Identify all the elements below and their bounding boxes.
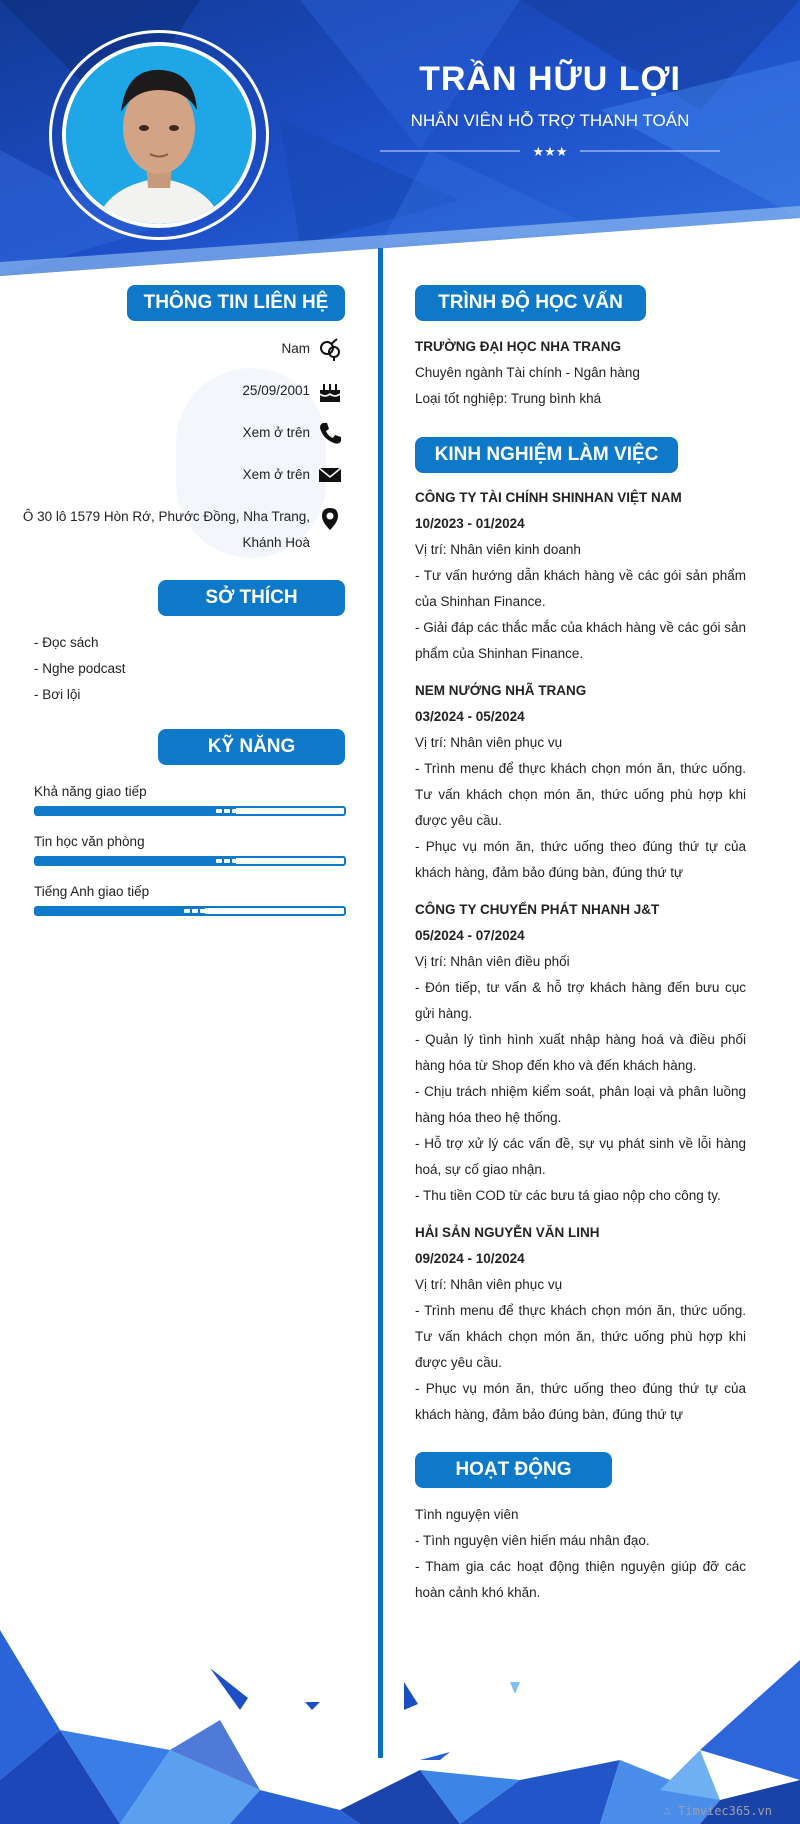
job-line: Vị trí: Nhân viên kinh doanh	[415, 542, 581, 557]
job-line: Vị trí: Nhân viên phục vụ	[415, 1277, 563, 1292]
job-line: - Phục vụ món ăn, thức uống theo đúng thứ tự của khách hàng, đảm bảo đúng bàn, đúng thứ tự	[415, 1381, 746, 1422]
skill-dot	[288, 809, 294, 813]
skill-dot	[304, 859, 310, 863]
job-line: - Tư vấn hướng dẫn khách hàng về các gói sản phẩm của Shinhan Finance.	[415, 568, 746, 609]
skill-dot	[272, 859, 278, 863]
job-period: 03/2024 - 05/2024	[415, 709, 525, 724]
job-entry	[415, 678, 746, 886]
school-name: TRƯỜNG ĐẠI HỌC NHA TRANG	[415, 339, 621, 354]
education-major: Chuyên ngành Tài chính - Ngân hàng	[415, 365, 640, 380]
skill-dot	[288, 859, 294, 863]
skill-dot	[192, 909, 198, 913]
skill-dot	[232, 809, 238, 813]
birthday-text: 25/09/2001	[242, 383, 310, 398]
job-entry	[415, 1220, 746, 1428]
skill-label: Tin học văn phòng	[34, 834, 145, 849]
skill-dot	[240, 909, 246, 913]
skill-label: Khả năng giao tiếp	[34, 784, 147, 799]
skill-bar-fill	[36, 908, 205, 914]
skill-dot	[256, 909, 262, 913]
contact-heading: THÔNG TIN LIÊN HỆ	[127, 285, 345, 321]
mail-icon	[317, 462, 343, 488]
activities-block	[415, 1502, 746, 1606]
education-grade: Loại tốt nghiệp: Trung bình khá	[415, 391, 602, 406]
skill-bar-dots	[184, 908, 344, 914]
portrait-image	[66, 46, 252, 224]
skill-dot	[336, 809, 342, 813]
address-line-1: Ô 30 lô 1579 Hòn Rớ, Phước Đồng, Nha Trang,	[22, 509, 310, 524]
email-text: Xem ở trên	[242, 467, 310, 482]
skill-dot	[240, 809, 246, 813]
skill-dot	[320, 859, 326, 863]
phone-icon	[317, 420, 343, 446]
skill-dot	[264, 909, 270, 913]
candidate-name: TRẦN HỮU LỢI	[419, 60, 681, 98]
skill-dot	[280, 809, 286, 813]
job-line: - Chịu trách nhiệm kiểm soát, phân loại và phân luồng hàng hóa theo hệ thống.	[415, 1084, 746, 1125]
experience-heading: KINH NGHIỆM LÀM VIỆC	[415, 437, 678, 473]
skill-dot	[224, 909, 230, 913]
skill-dot	[256, 859, 262, 863]
hobby-item: - Bơi lội	[34, 687, 81, 702]
job-line: - Hỗ trợ xử lý các vấn đề, sự vụ phát sinh về lỗi hàng hoá, sự cố giao nhận.	[415, 1136, 746, 1177]
skill-dot	[232, 909, 238, 913]
skill-dot	[240, 859, 246, 863]
skill-dot	[320, 909, 326, 913]
job-line: Vị trí: Nhân viên phục vụ	[415, 735, 563, 750]
skill-dot	[248, 859, 254, 863]
skill-dot	[304, 809, 310, 813]
skills-heading: KỸ NĂNG	[158, 729, 345, 765]
title-divider	[380, 144, 720, 158]
education-block	[415, 334, 746, 412]
education-heading: TRÌNH ĐỘ HỌC VẤN	[415, 285, 646, 321]
job-line: - Trình menu để thực khách chọn món ăn, thức uống. Tư vấn khách chọn món ăn, thức uống phù hợp khi được yêu cầu.	[415, 761, 746, 828]
company-name: CÔNG TY TÀI CHÍNH SHINHAN VIỆT NAM	[415, 490, 682, 505]
hobby-item: - Nghe podcast	[34, 661, 126, 676]
skill-bar-dots	[216, 808, 344, 814]
job-entry	[415, 897, 746, 1209]
skill-dot	[328, 909, 334, 913]
footer-decoration	[0, 1620, 800, 1824]
activity-line: - Tham gia các hoạt động thiện nguyện giúp đỡ các hoàn cảnh khó khăn.	[415, 1559, 746, 1600]
job-period: 09/2024 - 10/2024	[415, 1251, 525, 1266]
skill-bar	[34, 806, 346, 816]
gender-icon	[317, 336, 343, 362]
skill-dot	[312, 809, 318, 813]
skill-dot	[328, 859, 334, 863]
skill-dot	[296, 909, 302, 913]
skill-dot	[216, 809, 222, 813]
hobbies-heading: SỞ THÍCH	[158, 580, 345, 616]
phone-text: Xem ở trên	[242, 425, 310, 440]
job-line: - Trình menu để thực khách chọn món ăn, thức uống. Tư vấn khách chọn món ăn, thức uống phù hợp khi được yêu cầu.	[415, 1303, 746, 1370]
gender-text: Nam	[281, 341, 310, 356]
skill-bar-fill	[36, 858, 236, 864]
company-name: CÔNG TY CHUYỂN PHÁT NHANH J&T	[415, 902, 660, 917]
skill-dot	[248, 909, 254, 913]
address-line-2: Khánh Hoà	[242, 535, 310, 550]
skill-bar-fill	[36, 808, 236, 814]
company-name: HẢI SẢN NGUYỄN VĂN LINH	[415, 1225, 600, 1240]
skill-dot	[256, 809, 262, 813]
skill-dot	[264, 809, 270, 813]
skill-dot	[296, 809, 302, 813]
skill-bar	[34, 906, 346, 916]
column-divider	[378, 248, 383, 1758]
address-text	[23, 504, 310, 556]
birthday-cake-icon	[317, 378, 343, 404]
skill-dot	[280, 859, 286, 863]
skill-dot	[232, 859, 238, 863]
skill-dot	[312, 859, 318, 863]
job-line: - Quản lý tình hình xuất nhập hàng hoá và điều phối hàng hóa từ Shop đến kho và đến khách hàng.	[415, 1032, 746, 1073]
activity-line: Tình nguyện viên	[415, 1507, 519, 1522]
company-name: NEM NƯỚNG NHÃ TRANG	[415, 683, 587, 698]
skill-dot	[224, 859, 230, 863]
job-line: - Đón tiếp, tư vấn & hỗ trợ khách hàng đến bưu cục gửi hàng.	[415, 980, 746, 1021]
location-pin-icon	[317, 506, 343, 532]
skill-dot	[304, 909, 310, 913]
job-line: - Phục vụ món ăn, thức uống theo đúng thứ tự của khách hàng, đảm bảo đúng bàn, đúng thứ tự	[415, 839, 746, 880]
skill-dot	[280, 909, 286, 913]
hobby-item: - Đọc sách	[34, 635, 99, 650]
skill-dot	[184, 909, 190, 913]
skill-dot	[336, 909, 342, 913]
svg-text:★★★: ★★★	[532, 145, 568, 158]
job-entry	[415, 485, 746, 667]
skill-bar-dots	[216, 858, 344, 864]
skill-dot	[208, 909, 214, 913]
avatar	[62, 42, 256, 228]
job-line: - Thu tiền COD từ các bưu tá giao nộp cho công ty.	[415, 1188, 721, 1203]
skill-dot	[312, 909, 318, 913]
skill-dot	[248, 809, 254, 813]
skill-dot	[296, 859, 302, 863]
job-title: NHÂN VIÊN HỖ TRỢ THANH TOÁN	[410, 111, 690, 130]
footer-credit: ∴ Timviec365.vn	[663, 1804, 772, 1818]
job-period: 10/2023 - 01/2024	[415, 516, 525, 531]
activities-heading: HOẠT ĐỘNG	[415, 1452, 612, 1488]
skill-dot	[288, 909, 294, 913]
job-period: 05/2024 - 07/2024	[415, 928, 525, 943]
skill-dot	[272, 909, 278, 913]
skill-dot	[264, 859, 270, 863]
skill-dot	[216, 909, 222, 913]
skill-label: Tiếng Anh giao tiếp	[34, 884, 150, 899]
skill-dot	[320, 809, 326, 813]
skill-dot	[336, 859, 342, 863]
skill-dot	[216, 859, 222, 863]
job-line: - Giải đáp các thắc mắc của khách hàng về các gói sản phẩm của Shinhan Finance.	[415, 620, 746, 661]
activity-line: - Tình nguyện viên hiến máu nhân đạo.	[415, 1533, 650, 1548]
skill-dot	[200, 909, 206, 913]
skill-dot	[272, 809, 278, 813]
skill-dot	[328, 809, 334, 813]
skill-bar	[34, 856, 346, 866]
job-line: Vị trí: Nhân viên điều phối	[415, 954, 570, 969]
skill-dot	[224, 809, 230, 813]
